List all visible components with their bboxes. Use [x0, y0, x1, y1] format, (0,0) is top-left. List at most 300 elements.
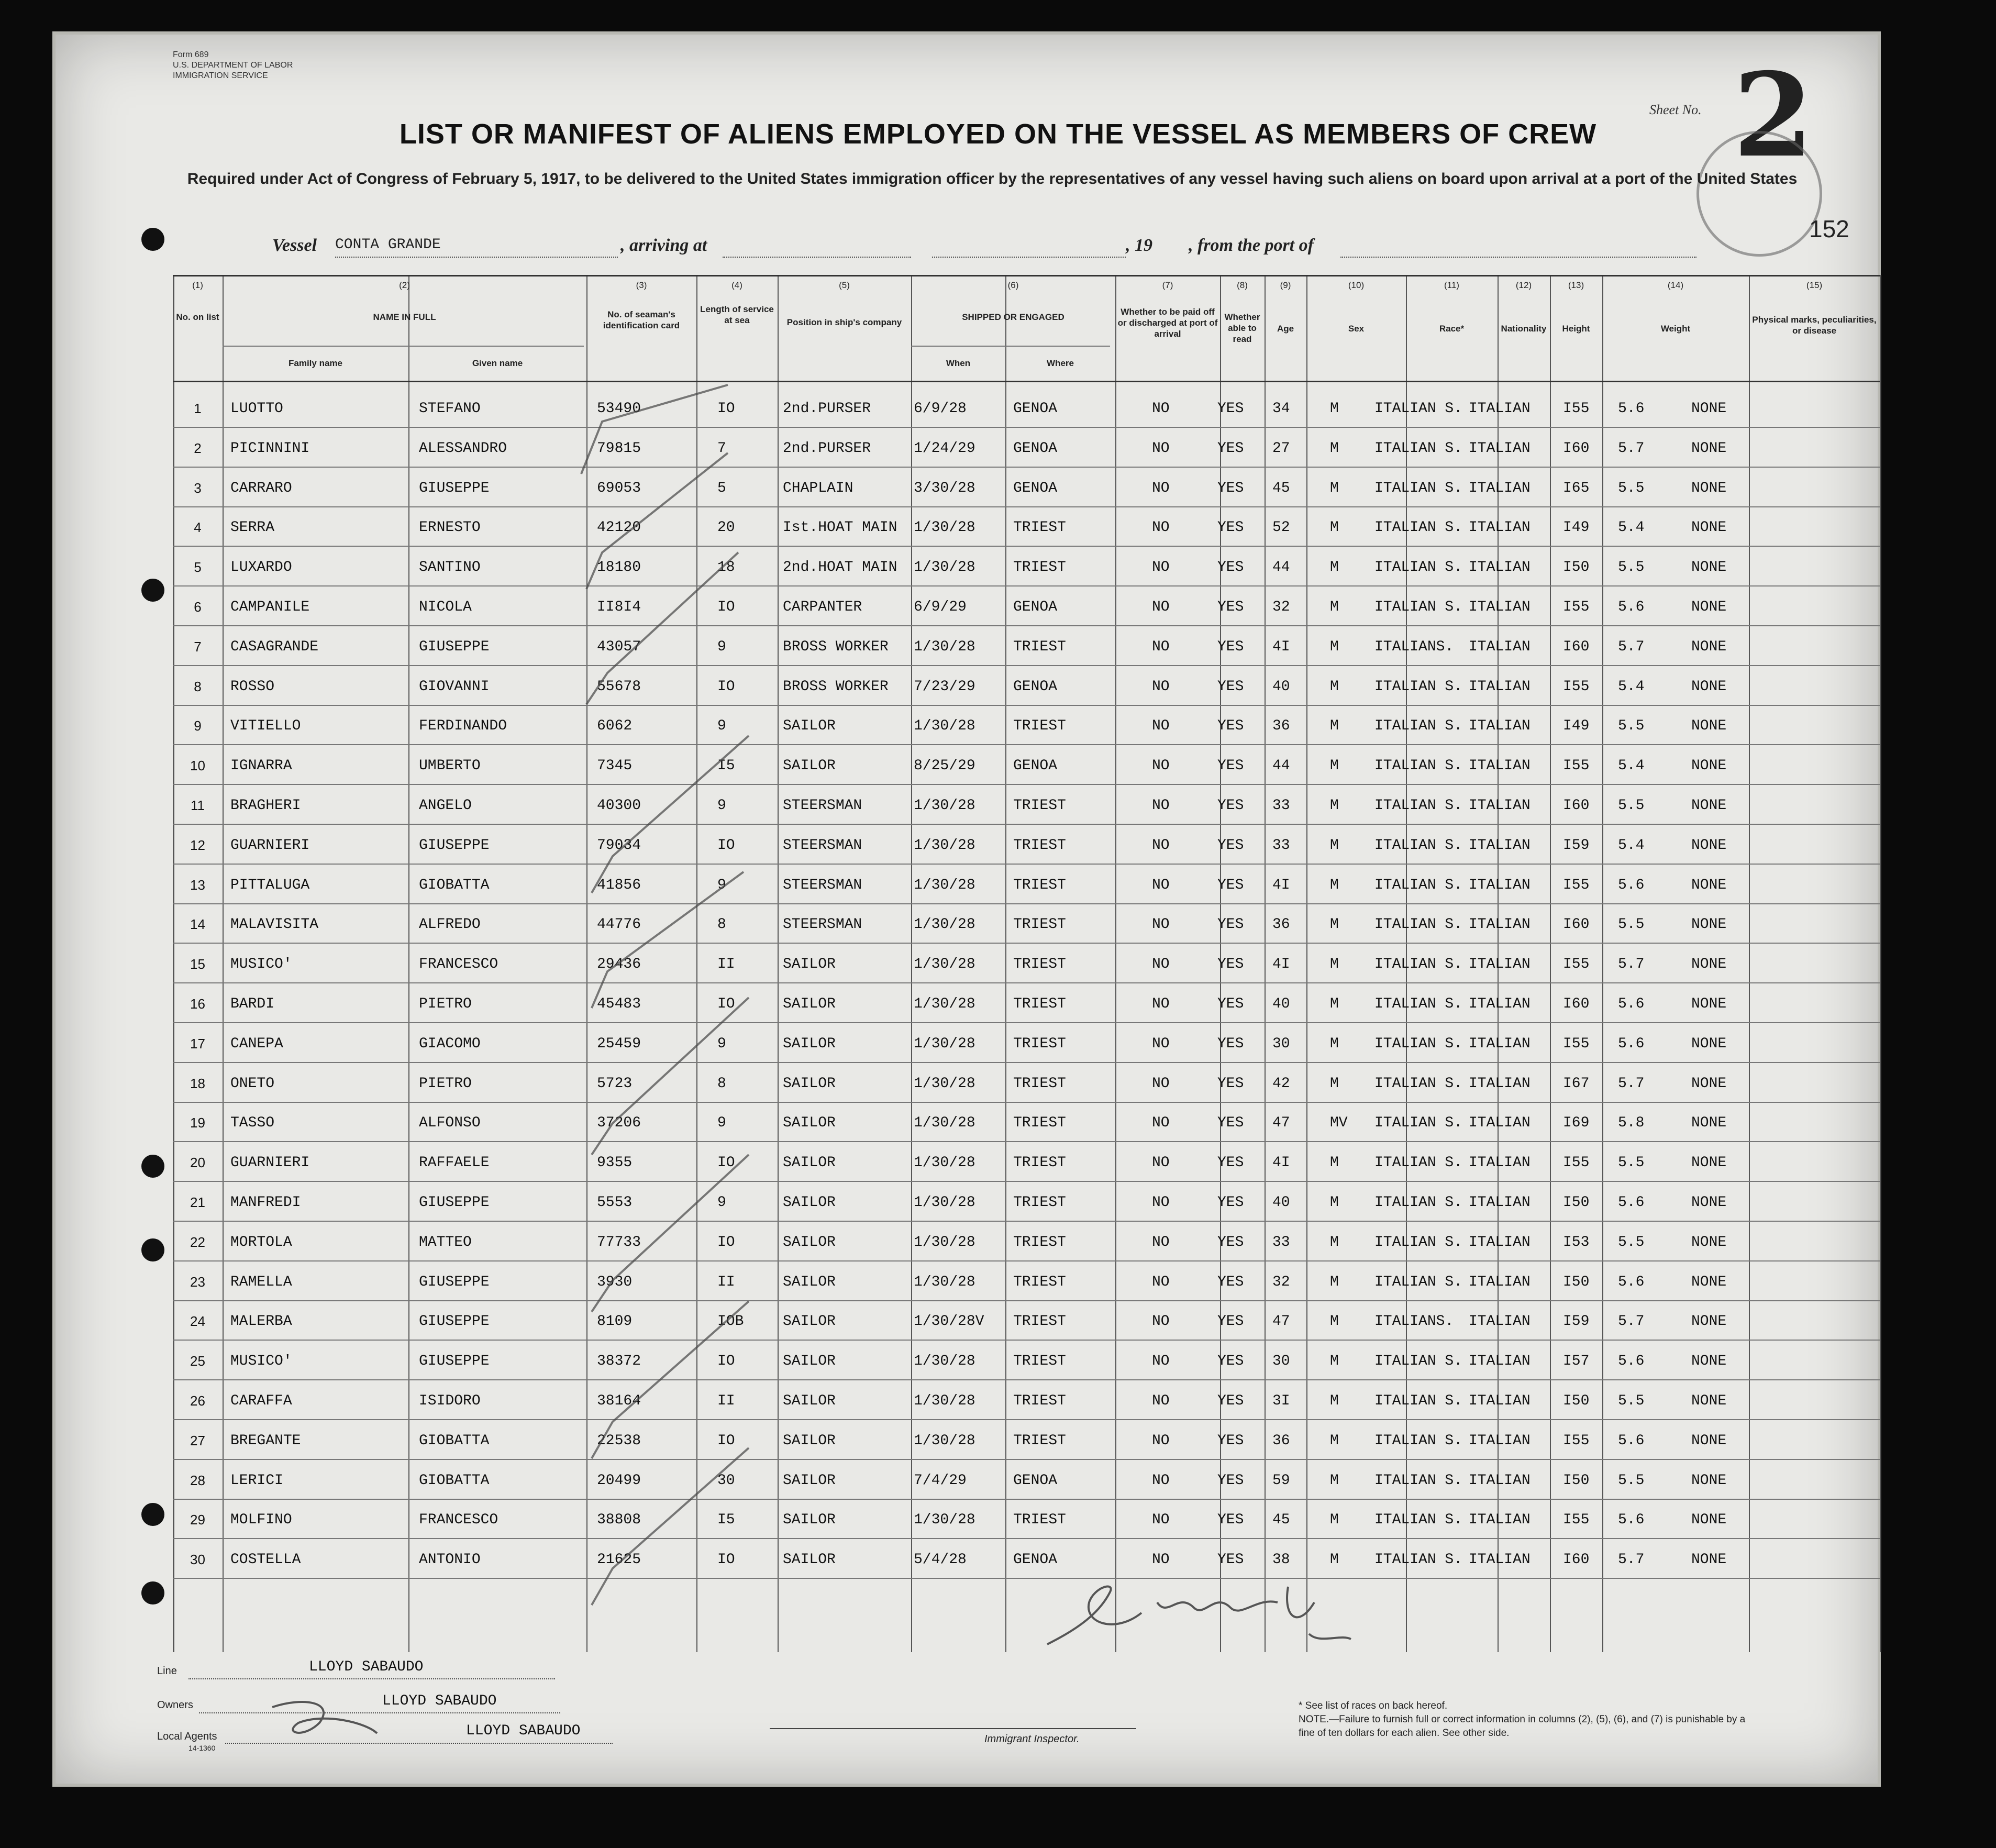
length-of-service: II [717, 1393, 735, 1409]
weight: 5.6 [1618, 1274, 1645, 1290]
height: I55 [1563, 599, 1590, 615]
shipped-when: 1/30/28 [914, 916, 975, 933]
age: 47 [1272, 1115, 1290, 1132]
position: SAILOR [783, 1432, 836, 1449]
able-to-read: YES [1217, 1075, 1244, 1092]
port-label: , from the port of [1189, 236, 1314, 255]
nationality: ITALIAN [1469, 916, 1531, 933]
binder-hole [141, 1503, 164, 1526]
family-name: MUSICO' [230, 1353, 292, 1370]
nationality: ITALIAN [1469, 1274, 1531, 1290]
able-to-read: YES [1217, 1274, 1244, 1290]
given-name: ANGELO [419, 798, 472, 814]
id-card-number: 41856 [597, 877, 641, 893]
table-row [173, 956, 1880, 996]
race: ITALIAN S. [1374, 877, 1463, 893]
position: BROSS WORKER [783, 638, 889, 655]
paid-off: NO [1152, 440, 1170, 457]
given-name: GIUSEPPE [419, 1353, 490, 1370]
height: I55 [1563, 1035, 1590, 1052]
height: I50 [1563, 559, 1590, 576]
physical-marks: NONE [1691, 401, 1727, 417]
length-of-service: IO [717, 678, 735, 695]
height: I59 [1563, 837, 1590, 854]
position: 2nd.HOAT MAIN [783, 559, 897, 576]
physical-marks: NONE [1691, 440, 1727, 457]
race: ITALIANS. [1374, 638, 1454, 655]
race: ITALIAN S. [1374, 916, 1463, 933]
shipped-when: 1/30/28 [914, 1115, 975, 1132]
position: SAILOR [783, 1512, 836, 1529]
paid-off: NO [1152, 996, 1170, 1012]
shipped-where: TRIEST [1013, 1035, 1066, 1052]
weight: 5.6 [1618, 1432, 1645, 1449]
family-name: LUXARDO [230, 559, 292, 576]
length-of-service: IO [717, 837, 735, 854]
binder-hole [141, 1581, 164, 1604]
shipped-when: 1/30/28 [914, 1393, 975, 1409]
nationality: ITALIAN [1469, 1552, 1531, 1568]
length-of-service: I5 [717, 758, 735, 774]
header-position: Position in ship's company [786, 317, 902, 327]
paid-off: NO [1152, 559, 1170, 576]
position: SAILOR [783, 1075, 836, 1092]
header-able-read: Whether able to read [1224, 312, 1260, 344]
shipped-where: TRIEST [1013, 916, 1066, 933]
shipped-when: 1/30/28 [914, 877, 975, 893]
age: 4I [1272, 638, 1290, 655]
able-to-read: YES [1217, 718, 1244, 735]
height: I49 [1563, 519, 1590, 536]
able-to-read: YES [1217, 599, 1244, 615]
able-to-read: YES [1217, 1313, 1244, 1330]
arriving-label: , arriving at [620, 236, 707, 255]
sex: M [1330, 1274, 1339, 1290]
inspector-signature [1037, 1571, 1377, 1660]
id-card-number: 69053 [597, 480, 641, 496]
form-service: IMMIGRATION SERVICE [173, 71, 268, 80]
nationality: ITALIAN [1469, 1115, 1531, 1132]
column-number: (8) [1237, 280, 1248, 290]
row-number: 7 [194, 638, 202, 655]
shipped-when: 1/30/28 [914, 1035, 975, 1052]
family-name: CAMPANILE [230, 599, 310, 615]
nationality: ITALIAN [1469, 1353, 1531, 1370]
row-number: 9 [194, 718, 202, 734]
shipped-when: 1/30/28V [914, 1313, 984, 1330]
length-of-service: 9 [717, 877, 726, 893]
row-number: 29 [190, 1512, 205, 1528]
age: 32 [1272, 599, 1290, 615]
age: 45 [1272, 480, 1290, 496]
physical-marks: NONE [1691, 1432, 1727, 1449]
header-race: Race* [1439, 324, 1465, 334]
sex: MV [1330, 1115, 1348, 1132]
paid-off: NO [1152, 1353, 1170, 1370]
length-of-service: II [717, 956, 735, 973]
table-row [173, 1552, 1880, 1591]
height: I55 [1563, 401, 1590, 417]
table-row [173, 718, 1880, 758]
shipped-where: TRIEST [1013, 519, 1066, 536]
given-name: GIACOMO [419, 1035, 481, 1052]
row-number: 18 [190, 1075, 205, 1091]
length-of-service: IO [717, 1432, 735, 1449]
able-to-read: YES [1217, 440, 1244, 457]
shipped-when: 1/24/29 [914, 440, 975, 457]
age: 40 [1272, 678, 1290, 695]
race: ITALIAN S. [1374, 956, 1463, 973]
id-card-number: 79034 [597, 837, 641, 854]
id-card-number: 55678 [597, 678, 641, 695]
physical-marks: NONE [1691, 837, 1727, 854]
table-row [173, 1234, 1880, 1274]
height: I55 [1563, 877, 1590, 893]
weight: 5.6 [1618, 401, 1645, 417]
shipped-where: TRIEST [1013, 837, 1066, 854]
paid-off: NO [1152, 798, 1170, 814]
able-to-read: YES [1217, 678, 1244, 695]
position: SAILOR [783, 1194, 836, 1211]
position: SAILOR [783, 1115, 836, 1132]
shipped-where: TRIEST [1013, 1155, 1066, 1171]
age: 36 [1272, 916, 1290, 933]
table-row [173, 1274, 1880, 1314]
position: SAILOR [783, 1274, 836, 1290]
paid-off: NO [1152, 758, 1170, 774]
shipped-when: 7/23/29 [914, 678, 975, 695]
race: ITALIAN S. [1374, 1432, 1463, 1449]
row-number: 22 [190, 1234, 205, 1250]
shipped-where: GENOA [1013, 1552, 1058, 1568]
length-of-service: 9 [717, 1035, 726, 1052]
shipped-where: TRIEST [1013, 1313, 1066, 1330]
race: ITALIAN S. [1374, 758, 1463, 774]
able-to-read: YES [1217, 916, 1244, 933]
sex: M [1330, 1393, 1339, 1409]
physical-marks: NONE [1691, 1393, 1727, 1409]
sex: M [1330, 916, 1339, 933]
race: ITALIAN S. [1374, 519, 1463, 536]
column-number: (2) [399, 280, 410, 290]
position: SAILOR [783, 1393, 836, 1409]
header-length-service: Length of service at sea [700, 304, 774, 325]
sex: M [1330, 877, 1339, 893]
family-name: MALERBA [230, 1313, 292, 1330]
nationality: ITALIAN [1469, 718, 1531, 735]
position: SAILOR [783, 1035, 836, 1052]
nationality: ITALIAN [1469, 877, 1531, 893]
length-of-service: IO [717, 1234, 735, 1251]
line-label: Line [157, 1665, 177, 1677]
table-row [173, 877, 1880, 917]
position: CARPANTER [783, 599, 862, 615]
able-to-read: YES [1217, 1512, 1244, 1529]
family-name: LERICI [230, 1472, 283, 1489]
header-paid-off: Whether to be paid off or discharged at port of arrival [1117, 307, 1218, 339]
header-when: When [946, 358, 971, 368]
position: 2nd.PURSER [783, 440, 871, 457]
weight: 5.8 [1618, 1115, 1645, 1132]
sex: M [1330, 1512, 1339, 1529]
age: 40 [1272, 996, 1290, 1012]
column-number: (15) [1806, 280, 1823, 290]
nationality: ITALIAN [1469, 1432, 1531, 1449]
nationality: ITALIAN [1469, 1512, 1531, 1529]
family-name: SERRA [230, 519, 275, 536]
position: STEERSMAN [783, 916, 862, 933]
nationality: ITALIAN [1469, 1155, 1531, 1171]
paid-off: NO [1152, 1393, 1170, 1409]
shipped-where: GENOA [1013, 758, 1058, 774]
race: ITALIAN S. [1374, 1155, 1463, 1171]
shipped-when: 1/30/28 [914, 519, 975, 536]
given-name: GIUSEPPE [419, 638, 490, 655]
weight: 5.4 [1618, 519, 1645, 536]
paid-off: NO [1152, 519, 1170, 536]
able-to-read: YES [1217, 519, 1244, 536]
family-name: ROSSO [230, 678, 275, 695]
able-to-read: YES [1217, 1234, 1244, 1251]
able-to-read: YES [1217, 1353, 1244, 1370]
header-family-name: Family name [289, 358, 342, 368]
length-of-service: IO [717, 996, 735, 1012]
shipped-when: 6/9/28 [914, 401, 967, 417]
sex: M [1330, 1194, 1339, 1211]
sex: M [1330, 519, 1339, 536]
table-row [173, 1036, 1880, 1076]
sex: M [1330, 638, 1339, 655]
physical-marks: NONE [1691, 916, 1727, 933]
length-of-service: 30 [717, 1472, 735, 1489]
family-name: COSTELLA [230, 1552, 301, 1568]
paid-off: NO [1152, 1234, 1170, 1251]
physical-marks: NONE [1691, 1512, 1727, 1529]
able-to-read: YES [1217, 1194, 1244, 1211]
height: I55 [1563, 758, 1590, 774]
age: 30 [1272, 1353, 1290, 1370]
header-shipped: SHIPPED OR ENGAGED [962, 312, 1064, 322]
nationality: ITALIAN [1469, 1075, 1531, 1092]
page-title: LIST OR MANIFEST OF ALIENS EMPLOYED ON THE VESSEL AS MEMBERS OF CREW [399, 118, 1597, 150]
race: ITALIAN S. [1374, 1234, 1463, 1251]
shipped-where: GENOA [1013, 440, 1058, 457]
weight: 5.5 [1618, 798, 1645, 814]
nationality: ITALIAN [1469, 1234, 1531, 1251]
column-number: (11) [1444, 280, 1459, 290]
row-number: 10 [190, 758, 205, 774]
nationality: ITALIAN [1469, 996, 1531, 1012]
binder-hole [141, 1238, 164, 1261]
family-name: CARRARO [230, 480, 292, 496]
given-name: GIUSEPPE [419, 837, 490, 854]
race: ITALIAN S. [1374, 798, 1463, 814]
age: 33 [1272, 1234, 1290, 1251]
nationality: ITALIAN [1469, 559, 1531, 576]
able-to-read: YES [1217, 1393, 1244, 1409]
form-number: Form 689 [173, 50, 209, 59]
height: I50 [1563, 1472, 1590, 1489]
height: I50 [1563, 1393, 1590, 1409]
vessel-name: CONTA GRANDE [335, 237, 441, 253]
race: ITALIAN S. [1374, 559, 1463, 576]
length-of-service: 9 [717, 638, 726, 655]
able-to-read: YES [1217, 996, 1244, 1012]
given-name: FERDINANDO [419, 718, 507, 735]
age: 33 [1272, 798, 1290, 814]
crew-table [173, 275, 1880, 1652]
shipped-when: 1/30/28 [914, 1194, 975, 1211]
race: ITALIAN S. [1374, 401, 1463, 417]
height: I55 [1563, 956, 1590, 973]
weight: 5.6 [1618, 1512, 1645, 1529]
race: ITALIAN S. [1374, 1274, 1463, 1290]
physical-marks: NONE [1691, 758, 1727, 774]
header-age: Age [1277, 324, 1294, 334]
physical-marks: NONE [1691, 877, 1727, 893]
length-of-service: 9 [717, 718, 726, 735]
row-number: 4 [194, 519, 202, 536]
agents-value: LLOYD SABAUDO [466, 1723, 581, 1739]
table-row [173, 1194, 1880, 1234]
nationality: ITALIAN [1469, 798, 1531, 814]
sex: M [1330, 1075, 1339, 1092]
race: ITALIAN S. [1374, 480, 1463, 496]
table-row [173, 1313, 1880, 1353]
form-header [173, 50, 293, 81]
able-to-read: YES [1217, 956, 1244, 973]
able-to-read: YES [1217, 758, 1244, 774]
shipped-where: GENOA [1013, 480, 1058, 496]
physical-marks: NONE [1691, 480, 1727, 496]
page-subtitle: Required under Act of Congress of February 5, 1917, to be delivered to the United States immigration officer by the representatives of any vessel having such aliens on board upon arrival at a port of the United States [187, 170, 1798, 187]
header-nationality: Nationality [1501, 324, 1547, 334]
nationality: ITALIAN [1469, 1194, 1531, 1211]
id-card-number: 38372 [597, 1353, 641, 1370]
sex: M [1330, 599, 1339, 615]
shipped-where: GENOA [1013, 599, 1058, 615]
row-number: 16 [190, 996, 205, 1012]
column-number: (14) [1667, 280, 1684, 290]
race: ITALIAN S. [1374, 1512, 1463, 1529]
table-row [173, 916, 1880, 956]
header-height: Height [1562, 324, 1590, 334]
race: ITALIAN S. [1374, 1035, 1463, 1052]
shipped-when: 1/30/28 [914, 837, 975, 854]
nationality: ITALIAN [1469, 638, 1531, 655]
given-name: ISIDORO [419, 1393, 481, 1409]
table-row [173, 1433, 1880, 1473]
weight: 5.6 [1618, 1035, 1645, 1052]
shipped-when: 6/9/29 [914, 599, 967, 615]
physical-marks: NONE [1691, 519, 1727, 536]
shipped-where: GENOA [1013, 1472, 1058, 1489]
nationality: ITALIAN [1469, 1313, 1531, 1330]
family-name: CARAFFA [230, 1393, 292, 1409]
weight: 5.7 [1618, 440, 1645, 457]
vessel-label: Vessel [272, 236, 317, 255]
shipped-when: 1/30/28 [914, 1432, 975, 1449]
id-card-number: 5553 [597, 1194, 633, 1211]
table-row [173, 1353, 1880, 1393]
given-name: UMBERTO [419, 758, 481, 774]
height: I59 [1563, 1313, 1590, 1330]
position: SAILOR [783, 1155, 836, 1171]
family-name: ONETO [230, 1075, 275, 1092]
family-name: RAMELLA [230, 1274, 292, 1290]
table-row [173, 1393, 1880, 1433]
paid-off: NO [1152, 1313, 1170, 1330]
shipped-where: TRIEST [1013, 1274, 1066, 1290]
table-row [173, 639, 1880, 679]
position: Ist.HOAT MAIN [783, 519, 897, 536]
height: I60 [1563, 1552, 1590, 1568]
id-card-number: 5723 [597, 1075, 633, 1092]
weight: 5.7 [1618, 1313, 1645, 1330]
physical-marks: NONE [1691, 638, 1727, 655]
physical-marks: NONE [1691, 1035, 1727, 1052]
weight: 5.6 [1618, 877, 1645, 893]
weight: 5.5 [1618, 559, 1645, 576]
race: ITALIAN S. [1374, 599, 1463, 615]
paid-off: NO [1152, 1274, 1170, 1290]
shipped-where: TRIEST [1013, 996, 1066, 1012]
check-marks [571, 380, 759, 1636]
nationality: ITALIAN [1469, 1035, 1531, 1052]
sex: M [1330, 1313, 1339, 1330]
height: I60 [1563, 798, 1590, 814]
sex: M [1330, 837, 1339, 854]
id-card-number: 7345 [597, 758, 633, 774]
column-number: (1) [192, 280, 203, 290]
sex: M [1330, 718, 1339, 735]
paid-off: NO [1152, 877, 1170, 893]
physical-marks: NONE [1691, 1472, 1727, 1489]
height: I55 [1563, 678, 1590, 695]
position: 2nd.PURSER [783, 401, 871, 417]
family-name: VITIELLO [230, 718, 301, 735]
note-star: * See list of races on back hereof. [1299, 1700, 1448, 1711]
given-name: SANTINO [419, 559, 481, 576]
id-card-number: 37206 [597, 1115, 641, 1132]
id-card-number: 3930 [597, 1274, 633, 1290]
family-name: MOLFINO [230, 1512, 292, 1529]
column-number: (4) [731, 280, 742, 290]
length-of-service: I5 [717, 1512, 735, 1529]
family-name: MORTOLA [230, 1234, 292, 1251]
header-no-on-list: No. on list [176, 312, 219, 322]
nationality: ITALIAN [1469, 837, 1531, 854]
column-number: (5) [839, 280, 850, 290]
shipped-where: TRIEST [1013, 638, 1066, 655]
given-name: GIUSEPPE [419, 1274, 490, 1290]
row-number: 26 [190, 1393, 205, 1409]
age: 40 [1272, 1194, 1290, 1211]
physical-marks: NONE [1691, 956, 1727, 973]
shipped-when: 5/4/28 [914, 1552, 967, 1568]
shipped-where: TRIEST [1013, 1393, 1066, 1409]
id-card-number: 45483 [597, 996, 641, 1012]
given-name: ALFREDO [419, 916, 481, 933]
given-name: GIOBATTA [419, 1472, 490, 1489]
given-name: GIUSEPPE [419, 1194, 490, 1211]
shipped-where: TRIEST [1013, 1115, 1066, 1132]
paid-off: NO [1152, 1075, 1170, 1092]
id-card-number: 42120 [597, 519, 641, 536]
able-to-read: YES [1217, 1552, 1244, 1568]
position: CHAPLAIN [783, 480, 853, 496]
nationality: ITALIAN [1469, 956, 1531, 973]
